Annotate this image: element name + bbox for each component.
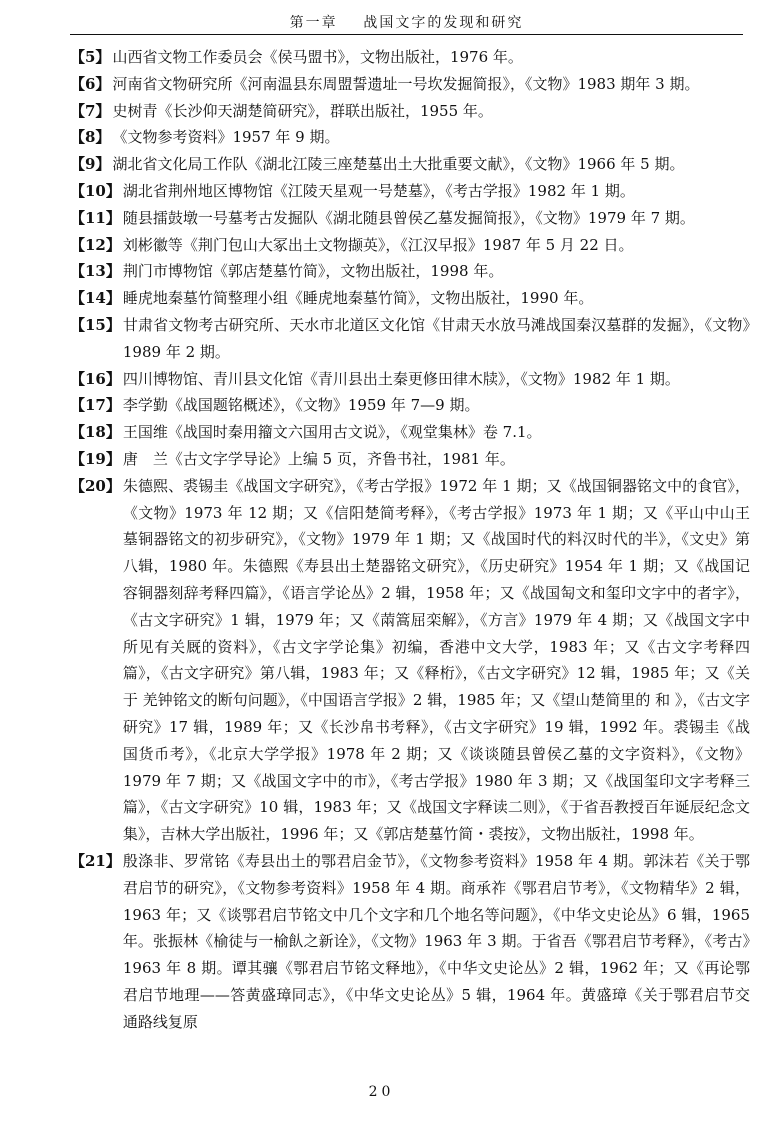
reference-item — [70, 71, 750, 98]
reference-number: 【16】 — [70, 369, 121, 388]
reference-number: 【6】 — [70, 74, 111, 93]
reference-item — [70, 178, 750, 205]
reference-text: 湖北省荆州地区博物馆《江陵天星观一号楚墓》，《考古学报》1982 年 1 期。 — [122, 181, 635, 200]
reference-item — [70, 848, 750, 1036]
reference-number: 【5】 — [70, 48, 111, 66]
reference-number: 【18】 — [70, 423, 121, 442]
reference-item — [70, 366, 750, 393]
reference-list — [70, 44, 750, 1035]
reference-number: 【8】 — [70, 128, 111, 147]
reference-number: 【15】 — [70, 315, 121, 334]
reference-text: 河南省文物研究所《河南温县东周盟誓遗址一号坎发掘简报》，《文物》1983 期年 3 期。 — [112, 74, 700, 93]
reference-text: 朱德熙、裘锡圭《战国文字研究》，《考古学报》1972 年 1 期；又《战国铜器铭文中的食官》，《文物》1973 年 12 期；又《信阳楚简考释》，《考古学报》1973 年 1 期；又《平山中山王墓铜器铭文的初步研究》，《文物》1979 年 1 期；又《战国时代的料汉时代的半》，《文史》第八辑，1980 年。朱德熙《寿县出土楚器铭文研究》，《历史研究》1954 年 1 期；又《战国记容铜器刻辞考释四篇》，《语言学论丛》2 辑，1958 年；又《战国匋文和玺印文字中的者字》，《古文字研究》1 辑，1979 年；又《䓣篙屈栾解》，《方言》1979 年 4 期；又《战国文字中所见有关厩的资料》，《古文字学论集》初编，香港中文大学，1983 年；又《古文字考释四篇》，《古文字研究》第八辑，1983 年；又《释桁》，《古文字研究》12 辑，1985 年；又《关于 羌钟铭文的断句问题》，《中国语言学报》2 辑，1985 年；又《望山楚简里的 和 》，《古文字研究》17 辑，1989 年；又《长沙帛书考释》，《古文字研究》19 辑，1992 年。裘锡圭《战国货币考》，《北京大学学报》1978 年 2 期；又《谈谈随县曾侯乙墓的文字资料》，《文物》1979 年 7 期；又《战国文字中的市》，《考古学报》1980 年 3 期；又《战国玺印文字考释三篇》，《古文字研究》10 辑，1983 年；又《战国文字释读二则》，《于省吾教授百年诞辰纪念文集》，吉林大学出版社，1996 年；又《郭店楚墓竹简・裘按》，文物出版社，1998 年。 — [122, 476, 750, 844]
reference-number: 【7】 — [70, 101, 111, 120]
reference-text: 随县擂鼓墩一号墓考古发掘队《湖北随县曾侯乙墓发掘简报》，《文物》1979 年 7 期。 — [122, 208, 695, 227]
reference-item — [70, 98, 750, 125]
reference-text: 睡虎地秦墓竹简整理小组《睡虎地秦墓竹简》，文物出版社，1990 年。 — [122, 289, 594, 308]
reference-number: 【21】 — [70, 851, 121, 870]
reference-text: 甘肃省文物考古研究所、天水市北道区文化馆《甘肃天水放马滩战国秦汉墓群的发掘》，《文物》1989 年 2 期。 — [122, 315, 750, 361]
reference-text: 史树青《长沙仰天湖楚简研究》，群联出版社，1955 年。 — [112, 101, 493, 120]
reference-text: 荆门市博物馆《郭店楚墓竹简》，文物出版社，1998 年。 — [122, 262, 504, 281]
reference-number: 【20】 — [70, 476, 121, 495]
reference-text: 湖北省文化局工作队《湖北江陵三座楚墓出土大批重要文献》，《文物》1966 年 5 期。 — [112, 155, 685, 174]
reference-text: 唐 兰《古文字学导论》上编 5 页，齐鲁书社，1981 年。 — [122, 449, 515, 468]
reference-number: 【10】 — [70, 181, 121, 200]
reference-text: 刘彬徽等《荆门包山大冢出土文物撷英》，《江汉早报》1987 年 5 月 22 日。 — [122, 235, 634, 254]
reference-item — [70, 392, 750, 419]
reference-item — [70, 473, 750, 848]
reference-item — [70, 419, 750, 446]
reference-item — [70, 258, 750, 285]
reference-number: 【9】 — [70, 155, 111, 174]
reference-number: 【14】 — [70, 289, 121, 308]
reference-text: 殷涤非、罗常铭《寿县出土的鄂君启金节》，《文物参考资料》1958 年 4 期。郭沫若《关于鄂君启节的研究》，《文物参考资料》1958 年 4 期。商承祚《鄂君启节考》，《文物精华》2 辑，1963 年；又《谈鄂君启节铭文中几个文字和几个地名等问题》，《中华文史论丛》6 辑，1965 年。张振林《榆徒与一榆飤之新诠》，《文物》1963 年 3 期。于省吾《鄂君启节考释》，《考古》1963 年 8 期。谭其骧《鄂君启节铭文释地》，《中华文史论丛》2 辑，1962 年；又《再论鄂君启节地理——答黄盛璋同志》，《中华文史论丛》5 辑，1964 年。黄盛璋《关于鄂君启节交通路线复原 — [122, 851, 750, 1031]
reference-text: 王国维《战国时秦用籀文六国用古文说》，《观堂集林》卷 7.1。 — [122, 423, 542, 442]
reference-item — [70, 44, 750, 71]
reference-item — [70, 446, 750, 473]
chapter-title: 第一章 战国文字的发现和研究 — [289, 15, 524, 31]
reference-number: 【19】 — [70, 449, 121, 468]
reference-number: 【11】 — [70, 208, 121, 227]
page-number: 20 — [368, 1084, 395, 1100]
reference-item — [70, 285, 750, 312]
reference-item — [70, 151, 750, 178]
reference-text: 山西省文物工作委员会《侯马盟书》，文物出版社，1976 年。 — [112, 48, 523, 66]
reference-number: 【17】 — [70, 396, 121, 415]
reference-text: 《文物参考资料》1957 年 9 期。 — [112, 128, 340, 147]
reference-number: 【13】 — [70, 262, 121, 281]
reference-text: 李学勤《战国题铭概述》，《文物》1959 年 7—9 期。 — [122, 396, 480, 415]
reference-item — [70, 205, 750, 232]
running-header — [70, 4, 743, 35]
reference-item — [70, 312, 750, 366]
reference-number: 【12】 — [70, 235, 121, 254]
reference-text: 四川博物馆、青川县文化馆《青川县出土秦更修田律木牍》，《文物》1982 年 1 期。 — [122, 369, 680, 388]
reference-item — [70, 124, 750, 151]
reference-item — [70, 232, 750, 259]
